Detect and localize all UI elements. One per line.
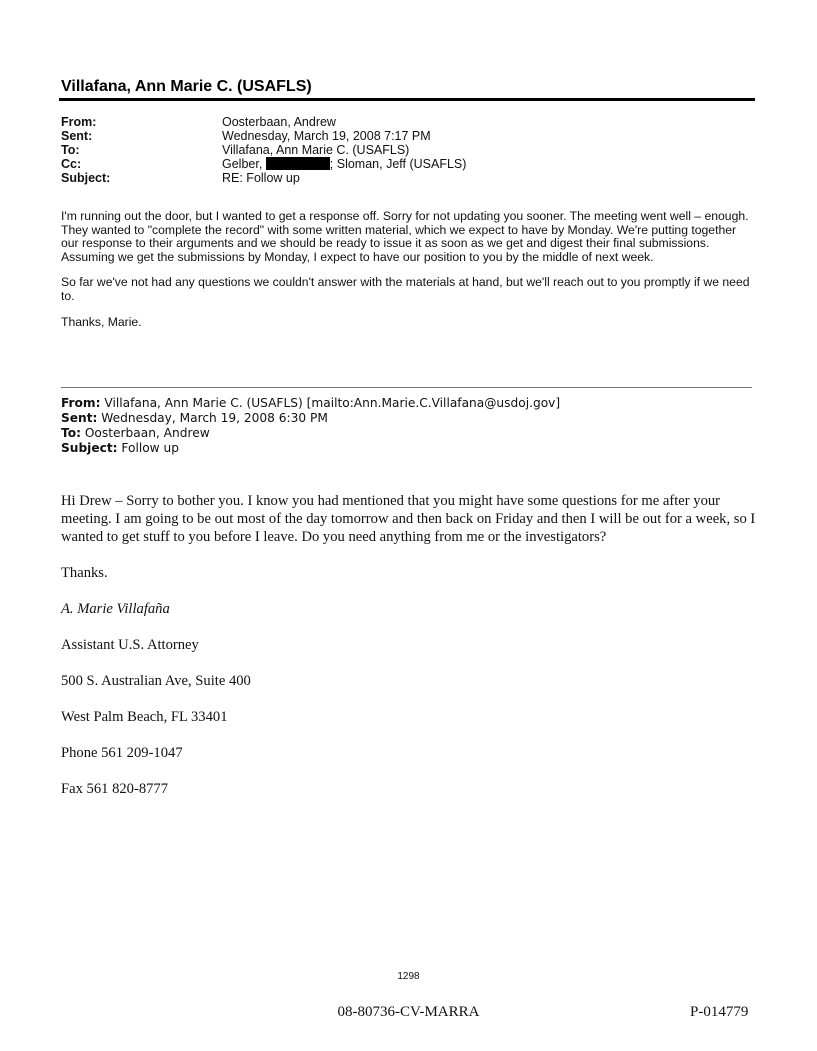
sent-label: Sent:: [61, 129, 93, 143]
header-subject-row: [61, 171, 751, 185]
quoted-sent-label: Sent:: [61, 411, 98, 425]
reply-body: [61, 210, 751, 341]
header-from-row: [61, 115, 751, 129]
signature-title: Assistant U.S. Attorney: [61, 637, 199, 653]
quoted-to-label: To:: [61, 426, 81, 440]
signature-address-line-2: West Palm Beach, FL 33401: [61, 709, 228, 725]
mailbox-owner-rule: [59, 98, 755, 101]
header-cc-row: [61, 157, 751, 171]
mailbox-owner: Villafana, Ann Marie C. (USAFLS): [61, 78, 312, 95]
signature-address-line-1: 500 S. Australian Ave, Suite 400: [61, 673, 251, 689]
signature-phone: Phone 561 209-1047: [61, 745, 183, 761]
email-header: [61, 115, 751, 185]
reply-paragraph-1: I'm running out the door, but I wanted to get a response off. Sorry for not updating you sooner. The meeting went well – enough. They wanted to "complete the record" with some written material, which we expect to have by Monday. We're putting together our response to their arguments and we should be ready to issue it as soon as we get and digest their final submissions. Assuming we get the submissions by Monday, I expect to have our position to you by the middle of next week.: [61, 209, 749, 264]
sent-value: Wednesday, March 19, 2008 7:17 PM: [222, 129, 431, 143]
quoted-subject-label: Subject:: [61, 441, 118, 455]
quoted-header: [61, 396, 751, 456]
case-number: 08-80736-CV-MARRA: [337, 1004, 480, 1020]
quoted-sent-row: [61, 411, 751, 426]
cc-value-after: ; Sloman, Jeff (USAFLS): [329, 157, 467, 171]
quoted-from-label: From:: [61, 396, 101, 410]
header-to-row: [61, 143, 751, 157]
quoted-from-value: Villafana, Ann Marie C. (USAFLS) [mailto:Ann.Marie.C.Villafana@usdoj.gov]: [104, 396, 561, 410]
cc-value-before: Gelber,: [222, 157, 263, 171]
quoted-body: [61, 492, 761, 816]
reply-paragraph-2: So far we've not had any questions we couldn't answer with the materials at hand, but we'll reach out to you promptly if we need to.: [61, 275, 750, 303]
page-number: 1298: [397, 971, 420, 982]
bates-number: P-014779: [690, 1004, 749, 1020]
from-label: From:: [61, 115, 97, 129]
quoted-subject-row: [61, 441, 751, 456]
cc-label: Cc:: [61, 157, 82, 171]
subject-label: Subject:: [61, 171, 111, 185]
quoted-to-value: Oosterbaan, Andrew: [84, 426, 210, 440]
quoted-from-row: [61, 396, 751, 411]
quoted-paragraph-2: Thanks.: [61, 565, 108, 581]
to-label: To:: [61, 143, 80, 157]
quoted-message-divider: [61, 387, 752, 388]
reply-paragraph-3: Thanks, Marie.: [61, 314, 142, 329]
cc-value: [222, 157, 466, 171]
from-value: Oosterbaan, Andrew: [222, 115, 336, 129]
subject-value: RE: Follow up: [222, 171, 300, 185]
quoted-sent-value: Wednesday, March 19, 2008 6:30 PM: [101, 411, 328, 425]
signature-fax: Fax 561 820-8777: [61, 781, 169, 797]
redaction-block: [266, 157, 330, 170]
signature-name: A. Marie Villafaña: [61, 601, 170, 617]
quoted-to-row: [61, 426, 751, 441]
to-value: Villafana, Ann Marie C. (USAFLS): [222, 143, 410, 157]
quoted-paragraph-1: Hi Drew – Sorry to bother you. I know you had mentioned that you might have some questions for me after your meeting. I am going to be out most of the day tomorrow and then back on Friday and then I will be out for a week, so I wanted to get stuff to you before I leave. Do you need anything from me or the investigators?: [61, 493, 756, 545]
quoted-subject-value: Follow up: [121, 441, 179, 455]
header-sent-row: [61, 129, 751, 143]
